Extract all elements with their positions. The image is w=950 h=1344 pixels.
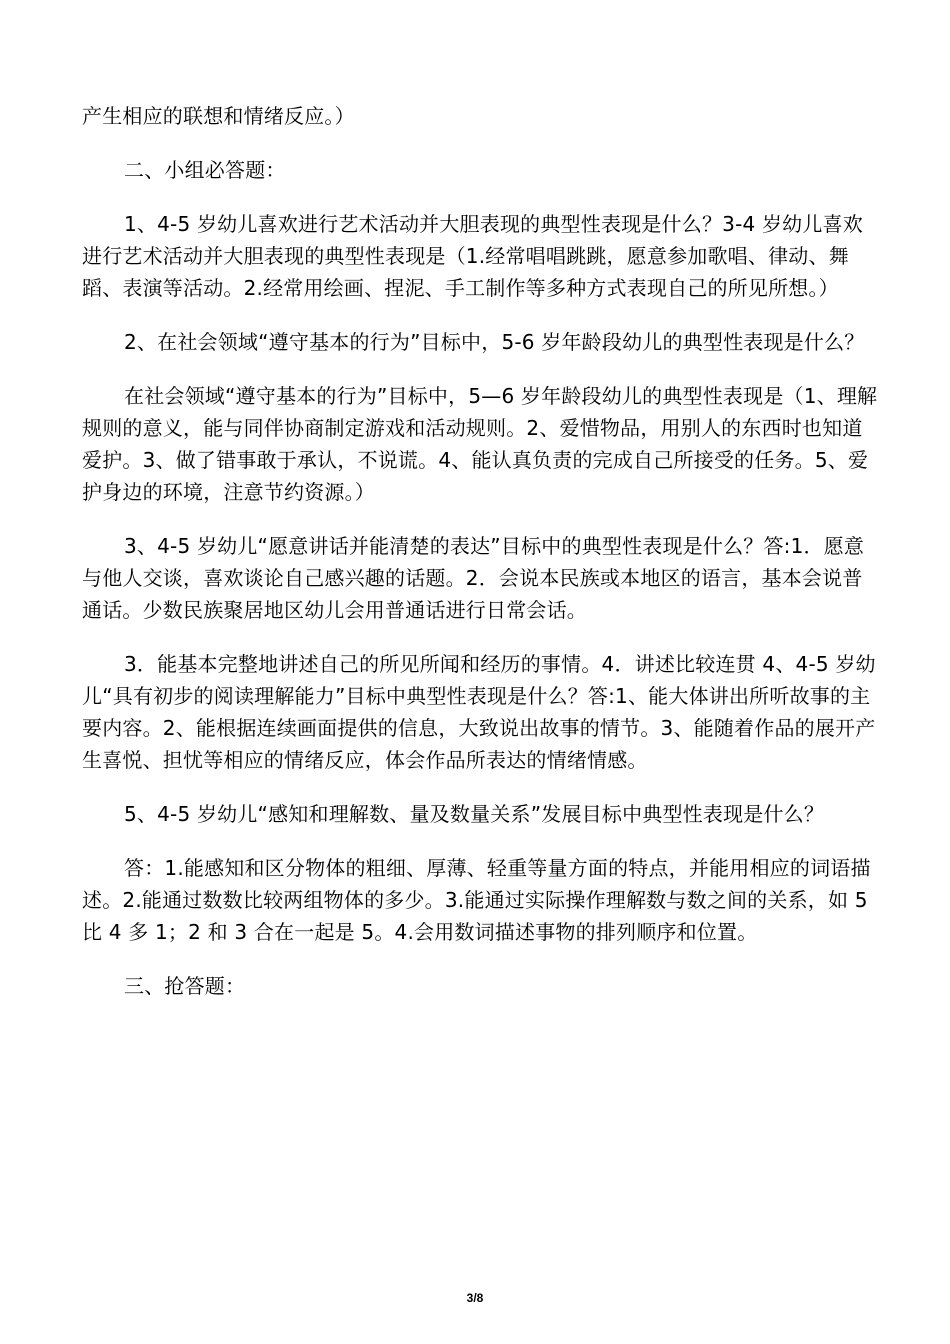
question-3: 3、4-5 岁幼儿“愿意讲话并能清楚的表达”目标中的典型性表现是什么？答:1．愿意与他人交谈，喜欢谈论自己感兴趣的话题。2．会说本民族或本地区的语言，基本会说普通话。少数民族聚居地区幼儿会用普通话进行日常会话。 <box>82 534 865 622</box>
document-body <box>82 100 882 1002</box>
section-heading-group-questions: 二、小组必答题： <box>124 158 286 182</box>
question-4: 3．能基本完整地讲述自己的所见所闻和经历的事情。4．讲述比较连贯 4、4-5 岁幼儿“具有初步的阅读理解能力”目标中典型性表现是什么？答:1、能大体讲出所听故事的主要内容。2、能根据连续画面提供的信息，大致说出故事的情节。3、能随着作品的展开产生喜悦、担忧等相应的情绪反应，体会作品所表达的情绪情感。 <box>82 652 876 772</box>
answer-5: 答：1.能感知和区分物体的粗细、厚薄、轻重等量方面的特点，并能用相应的词语描述。2.能通过数数比较两组物体的多少。3.能通过实际操作理解数与数之间的关系，如 5 比 4 多 1；2 和 3 合在一起是 5。4.会用数词描述事物的排列顺序和位置。 <box>82 856 871 944</box>
page-number: 3/8 <box>466 1291 484 1305</box>
question-2: 2、在社会领域“遵守基本的行为”目标中，5-6 岁年龄段幼儿的典型性表现是什么？ <box>124 330 865 354</box>
section-heading-quick-answer: 三、抢答题： <box>124 974 246 998</box>
paragraph-continuation: 产生相应的联想和情绪反应。） <box>82 104 355 128</box>
question-1: 1、4-5 岁幼儿喜欢进行艺术活动并大胆表现的典型性表现是什么？3-4 岁幼儿喜欢进行艺术活动并大胆表现的典型性表现是（1.经常唱唱跳跳，愿意参加歌唱、律动、舞蹈、表演等活动。2.经常用绘画、捏泥、手工制作等多种方式表现自己的所见所想。） <box>82 212 863 300</box>
answer-2: 在社会领域“遵守基本的行为”目标中，5—6 岁年龄段幼儿的典型性表现是（1、理解规则的意义，能与同伴协商制定游戏和活动规则。2、爱惜物品，用别人的东西时也知道爱护。3、做了错事敢于承认，不说谎。4、能认真负责的完成自己所接受的任务。5、爱护身边的环境，注意节约资源。） <box>82 384 878 504</box>
question-5: 5、4-5 岁幼儿“感知和理解数、量及数量关系”发展目标中典型性表现是什么？ <box>124 802 825 826</box>
